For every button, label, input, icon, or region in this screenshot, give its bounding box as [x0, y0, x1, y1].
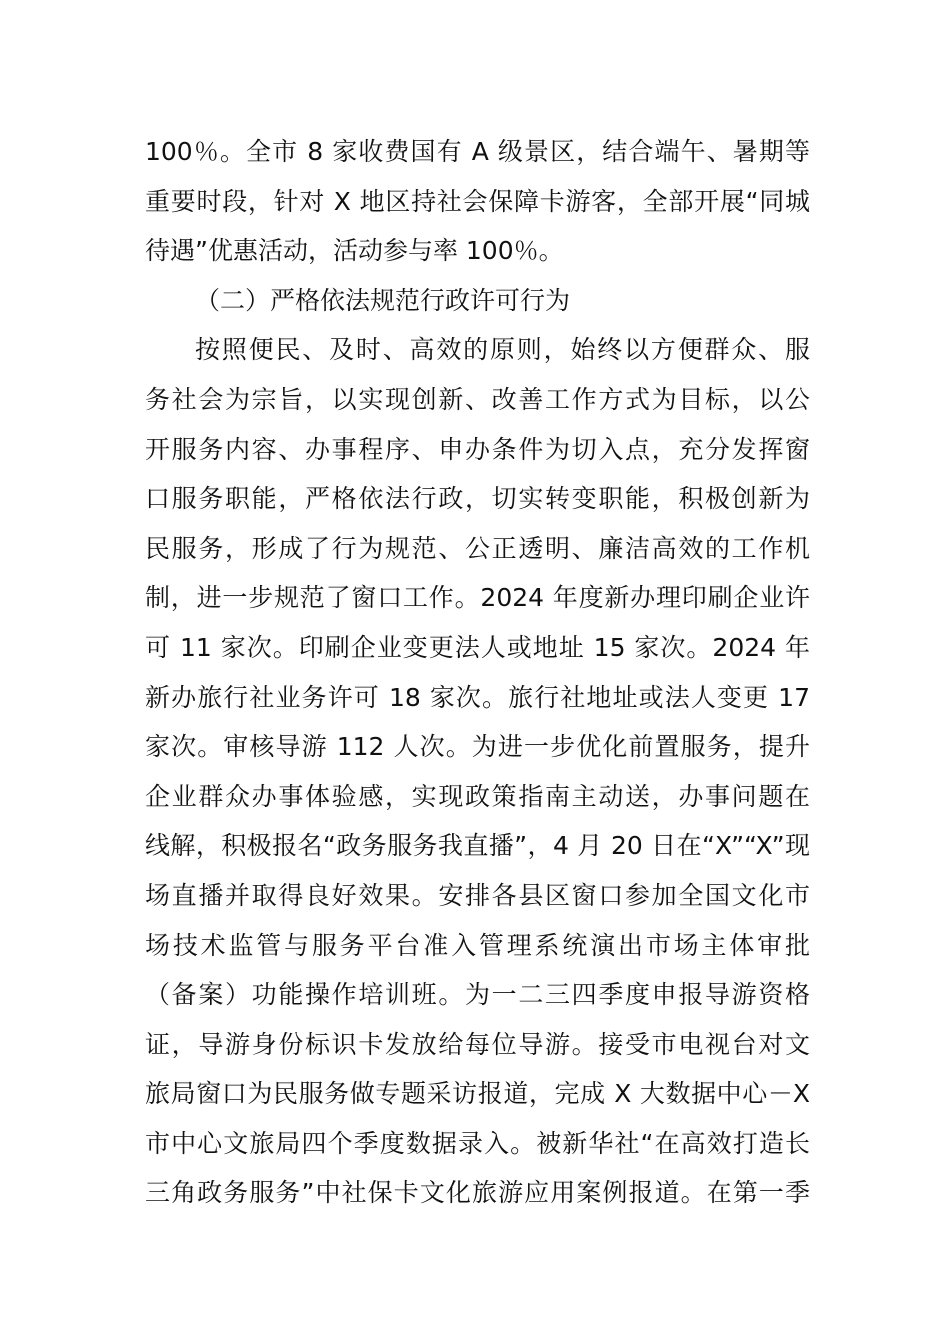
- paragraph-line: 待遇”优惠活动，活动参与率 100％。: [145, 236, 564, 266]
- paragraph-line: （备案）功能操作培训班。为一二三四季度申报导游资格: [145, 980, 810, 1010]
- paragraph-line: 企业群众办事体验感，实现政策指南主动送，办事问题在: [145, 781, 810, 811]
- paragraph-line: 按照便民、及时、高效的原则，始终以方便群众、服: [195, 335, 810, 365]
- paragraph-line: 三角政务服务”中社保卡文化旅游应用案例报道。在第一季: [145, 1178, 810, 1208]
- paragraph-line: 新办旅行社业务许可 18 家次。旅行社地址或法人变更 17: [145, 682, 810, 712]
- paragraph-line: 市中心文旅局四个季度数据录入。被新华社“在高效打造长: [145, 1128, 810, 1158]
- paragraph-line: 开服务内容、办事程序、申办条件为切入点，充分发挥窗: [145, 434, 810, 464]
- paragraph-line: 可 11 家次。印刷企业变更法人或地址 15 家次。2024 年: [145, 632, 810, 662]
- paragraph-line: 制，进一步规范了窗口工作。2024 年度新办理印刷企业许: [145, 583, 810, 613]
- paragraph-line: 重要时段，针对 X 地区持社会保障卡游客，全部开展“同城: [145, 186, 810, 216]
- paragraph-line: 场技术监管与服务平台准入管理系统演出市场主体审批: [145, 930, 810, 960]
- paragraph-line: 家次。审核导游 112 人次。为进一步优化前置服务，提升: [145, 732, 810, 762]
- paragraph-line: 证，导游身份标识卡发放给每位导游。接受市电视台对文: [145, 1029, 810, 1059]
- document-body: [145, 127, 810, 1218]
- section-heading: （二）严格依法规范行政许可行为: [195, 285, 571, 315]
- paragraph-line: 场直播并取得良好效果。安排各县区窗口参加全国文化市: [145, 880, 810, 910]
- paragraph-line: 线解，积极报名“政务服务我直播”，4 月 20 日在“X”“X”现: [145, 831, 810, 861]
- paragraph-line: 100％。全市 8 家收费国有 A 级景区，结合端午、暑期等: [145, 137, 810, 166]
- paragraph-line: 民服务，形成了行为规范、公正透明、廉洁高效的工作机: [145, 533, 810, 563]
- paragraph-line: 务社会为宗旨，以实现创新、改善工作方式为目标，以公: [145, 384, 810, 414]
- paragraph-line: 口服务职能，严格依法行政，切实转变职能，积极创新为: [145, 484, 810, 514]
- paragraph-line: 旅局窗口为民服务做专题采访报道，完成 X 大数据中心－X: [145, 1079, 810, 1109]
